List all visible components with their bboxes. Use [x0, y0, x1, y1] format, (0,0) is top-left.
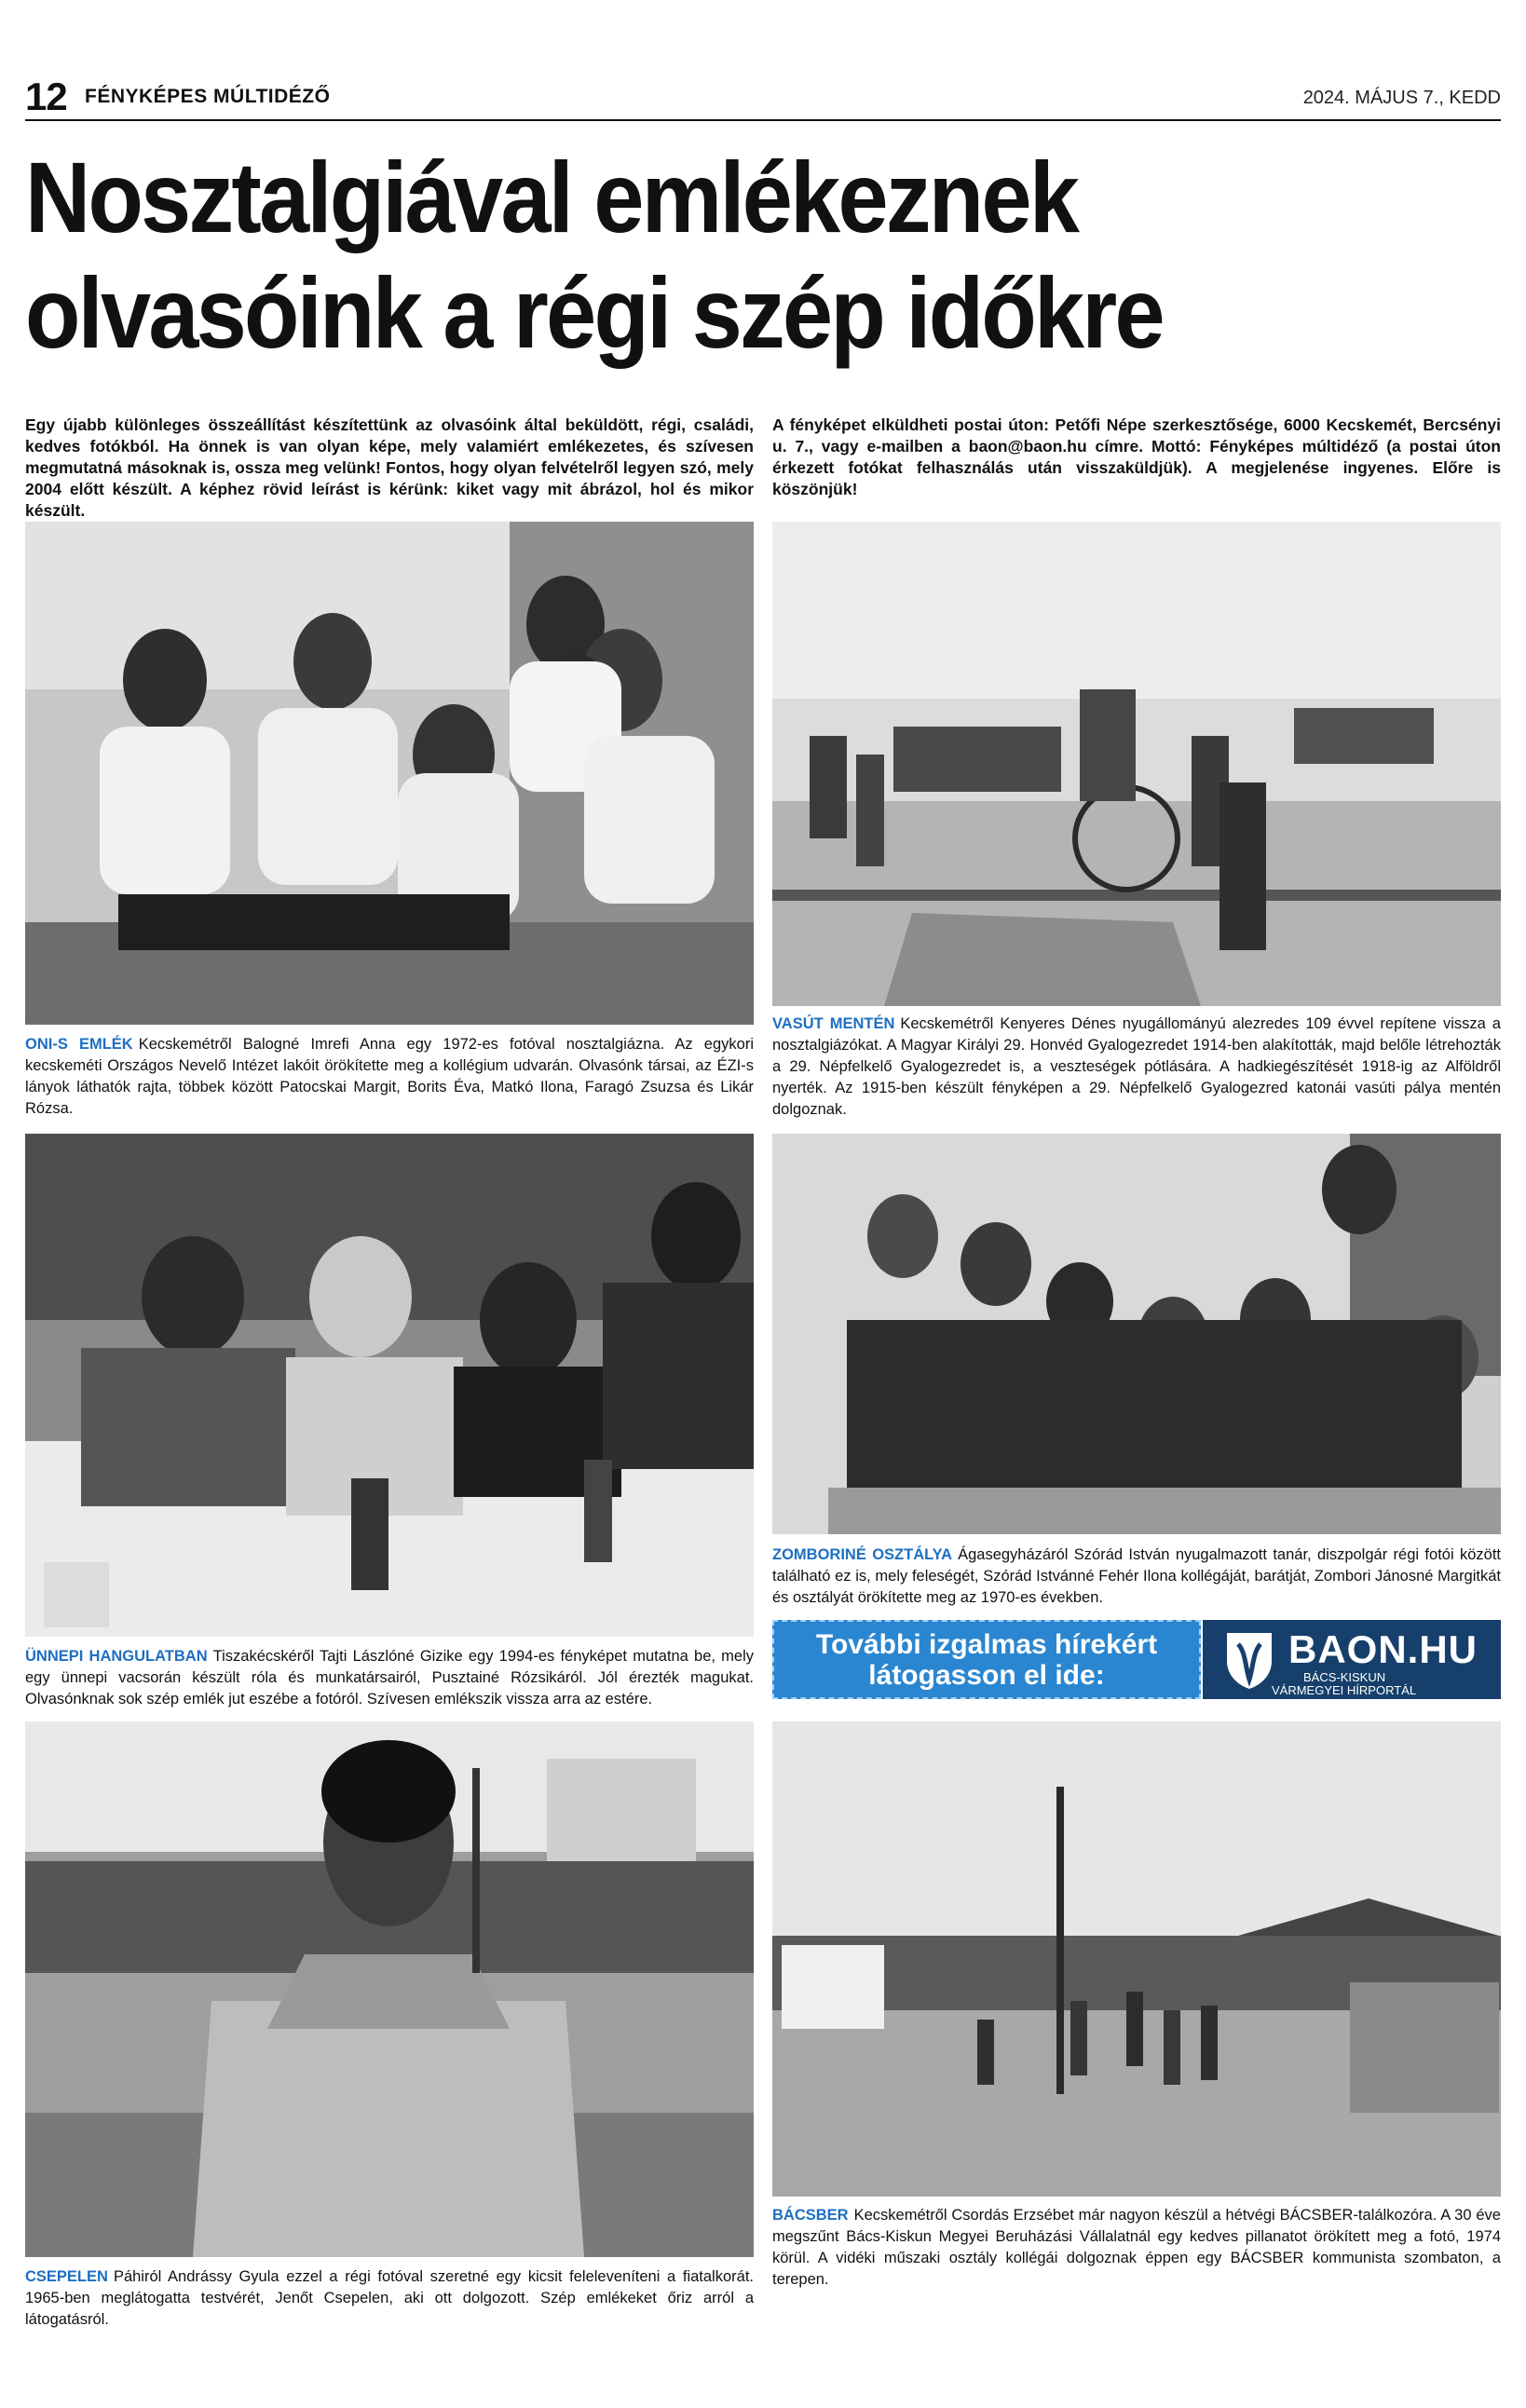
ad-subtitle-2: VÁRMEGYEI HÍRPORTÁL	[1272, 1683, 1417, 1697]
baon-ad-banner[interactable]	[772, 1620, 1501, 1699]
shield-icon	[1223, 1629, 1275, 1691]
headline-line-1: Nosztalgiával emlékeznek	[25, 141, 1078, 253]
ad-subtitle-1: BÁCS-KISKUN	[1303, 1670, 1386, 1684]
caption-text: Tiszakécskéről Tajti Lászlóné Gizike egy 1994-es fényképet mutatna be, mely egy ünnepi vacsorán készült róla és munkatársairól, Pusztainé Rózsikáról. Jól érezték magukat. Olvasónknak sok szép emlék jut eszébe a fotóról. Szívesen emlékszik vissza arra az estére.	[25, 1648, 754, 1707]
baon-logo[interactable]	[1203, 1620, 1501, 1699]
section-title: FÉNYKÉPES MÚLTIDÉZŐ	[85, 86, 331, 107]
page-number: 12	[25, 75, 67, 118]
caption-label: CSEPELEN	[25, 2268, 108, 2285]
photo-bacsber-workers	[772, 1721, 1501, 2197]
ad-brand: BAON.HU	[1288, 1627, 1478, 1671]
caption-text: Kecskemétről Kenyeres Dénes nyugállományú alezredes 109 évvel repítene vissza a nosztalgiázókat. A Magyar Királyi 29. Honvéd Gyalogezredet 1914-ben alakították, majd belőle létrehozták a 29. Népfelkelő Gyalogezredet is, a veszteségek pótlására. A hadkiegészítését 1918-ig az Alföldről nyerték. Az 1915-ben készült fényképen a 29. Népfelkelő Gyalogezred katonái vasúti pálya mentén dolgoznak.	[772, 1015, 1501, 1118]
caption-csepelen	[25, 2266, 754, 2331]
caption-zomborine-osztalya	[772, 1544, 1501, 1609]
photo-class-group	[772, 1134, 1501, 1534]
page-header	[25, 75, 1501, 121]
ad-message	[772, 1620, 1201, 1699]
caption-text: Ágasegyházáról Szórád István nyugalmazott tanár, diszpolgár régi fotói között található ez is, mely feleségét, Szórád Istvánné Fehér Ilona kollégáját, barátját, Zombori Jánosné Margitkát és osztályát örökítette meg az 1970-es években.	[772, 1546, 1502, 1606]
caption-label: VASÚT MENTÉN	[772, 1015, 895, 1032]
photo-man-in-csepel	[25, 1721, 754, 2257]
ad-line-2: látogasson el ide:	[868, 1660, 1105, 1691]
caption-vasut-menten	[772, 1014, 1501, 1121]
caption-bacsber	[772, 2205, 1501, 2291]
photo-soldiers-railway	[772, 522, 1501, 1006]
caption-unnepi-hangulatban	[25, 1646, 754, 1710]
headline	[25, 140, 1358, 371]
issue-date: 2024. MÁJUS 7., KEDD	[1302, 88, 1501, 108]
caption-label: ÜNNEPI HANGULATBAN	[25, 1648, 208, 1665]
headline-line-2: olvasóink a régi szép időkre	[25, 256, 1163, 369]
caption-text: Kecskemétről Balogné Imrefi Anna egy 1972-es fotóval nosztalgiázna. Az egykori kecskeméti Országos Nevelő Intézet lakóit örökítette meg a kollégium udvarán. Olvasónk társai, az ÉZI-s lányok láthatók rajta, többek között Patocskai Margit, Borits Éva, Matkó Ilona, Faragó Zsuzsa és Likár Rózsa.	[25, 1036, 754, 1117]
ad-line-1: További izgalmas hírekért	[815, 1629, 1158, 1660]
caption-label: ONI-S EMLÉK	[25, 1036, 133, 1053]
intro-right: A fényképet elküldheti postai úton: Petőfi Népe szerkesztősége, 6000 Kecskemét, Bercsényi u. 7., vagy e-mailben a baon@baon.hu címre. Mottó: Fényképes múltidéző (a postai úton érkezett fotókat felhasználás után visszaküldjük). A megjelenése ingyenes. Előre is köszönjük!	[772, 415, 1501, 498]
caption-text: Páhiról Andrássy Gyula ezzel a régi fotóval szeretné egy kicsit feleleveníteni a fiatalkorát. 1965-ben meglátogatta testvérét, Jenőt Csepelen, aki ott dolgozott. Szép emlékeket őriz arról a látogatásról.	[25, 2268, 754, 2328]
photo-festive-dinner	[25, 1134, 754, 1637]
intro-left: Egy újabb különleges összeállítást készítettünk az olvasóink által beküldött, régi, családi, kedves fotókból. Ha önnek is van olyan képe, mely valamiért emlékezetes, és szívesen megmutatná másoknak is, ossza meg velünk! Fontos, hogy olyan felvételről legyen szó, mely 2004 előtt készült. A képhez rövid leírást is kérünk: kiket vagy mit ábrázol, hol és mikor készült.	[25, 415, 754, 520]
caption-label: BÁCSBER	[772, 2207, 849, 2224]
caption-text: Kecskemétről Csordás Erzsébet már nagyon készül a hétvégi BÁCSBER-találkozóra. A 30 éve megszűnt Bács-Kiskun Megyei Beruházási Vállalatnál egy kedves pillanatot örökített meg a fotó, 1974 körül. A vidéki műszaki osztály kollégái dolgoznak éppen egy BÁCSBER kommunista szombaton, a terepen.	[772, 2207, 1501, 2288]
caption-oni-s-emlek	[25, 1034, 754, 1120]
caption-label: ZOMBORINÉ OSZTÁLYA	[772, 1546, 953, 1563]
photo-girls-college-yard	[25, 522, 754, 1025]
